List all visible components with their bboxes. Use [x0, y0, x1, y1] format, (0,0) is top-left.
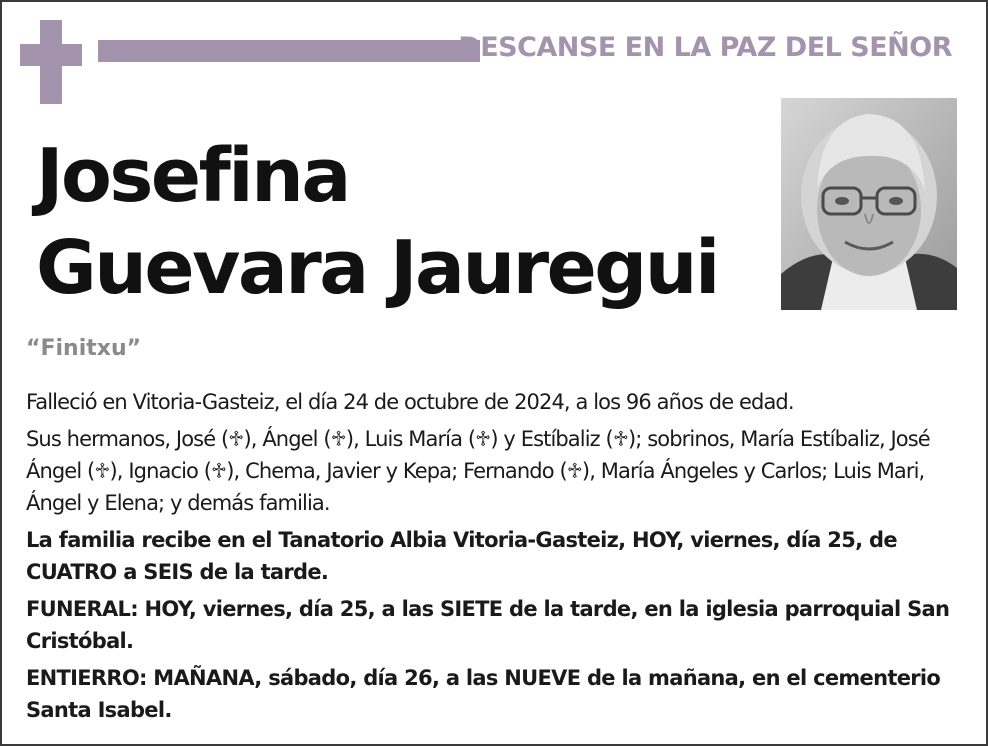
header-text: DESCANSE EN LA PAZ DEL SEÑOR: [458, 32, 952, 63]
header-divider-bar: [98, 40, 480, 62]
portrait-photo: [781, 98, 957, 310]
family-list: Sus hermanos, José (♱), Ángel (♱), Luis María (♱) y Estíbaliz (♱); sobrinos, María Estíbaliz, José Ángel (♱), Ignacio (♱), Chema, Javier y Kepa; Fernando (♱), María Ángeles y Carlos; Luis Mari, Ángel y Elena; y demás familia.: [26, 427, 930, 515]
notice-body: [26, 386, 966, 731]
burial-info: ENTIERRO: MAÑANA, sábado, día 26, a las NUEVE de la mañana, en el cementerio Santa Isabel.: [26, 666, 941, 722]
nickname: “Finitxu”: [26, 336, 142, 361]
death-notice: Falleció en Vitoria-Gasteiz, el día 24 de octubre de 2024, a los 96 años de edad.: [26, 390, 794, 414]
cross-icon: [20, 20, 82, 104]
deceased-name: [36, 130, 718, 314]
surnames: Guevara Jauregui: [36, 225, 718, 311]
reception-info: La familia recibe en el Tanatorio Albia Vitoria-Gasteiz, HOY, viernes, día 25, de CUATRO a SEIS de la tarde.: [26, 528, 897, 584]
first-name: Josefina: [36, 133, 349, 219]
portrait-image: [781, 98, 957, 310]
funeral-info: FUNERAL: HOY, viernes, día 25, a las SIETE de la tarde, en la iglesia parroquial San Cristóbal.: [26, 597, 950, 653]
